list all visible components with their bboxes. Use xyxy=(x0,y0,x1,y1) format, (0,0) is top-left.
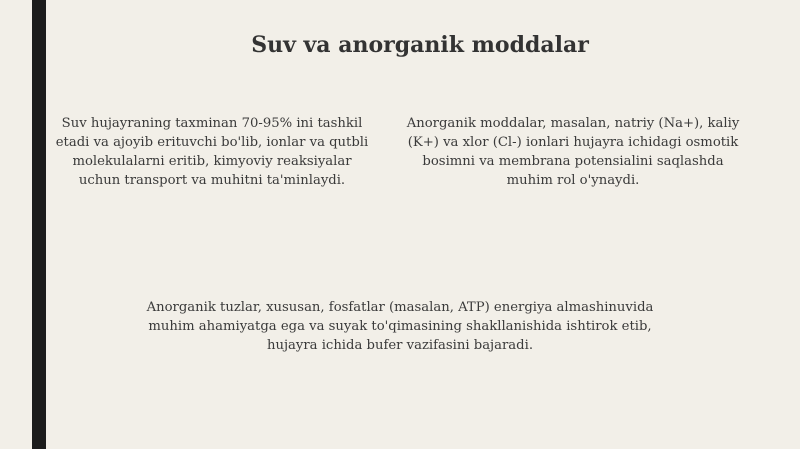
slide-title: Suv va anorganik moddalar xyxy=(251,32,589,58)
accent-bar xyxy=(32,0,46,449)
paragraph-inorganic-salts: Anorganik tuzlar, xususan, fosfatlar (masalan, ATP) energiya almashinuvida muhim ahamiyatga ega va suyak to'qimasining shakllanishida ishtirok etib, hujayra ichida bufer vazifasini bajaradi. xyxy=(146,300,654,353)
paragraph-inorganic-ions: Anorganik moddalar, masalan, natriy (Na+), kaliy (K+) va xlor (Cl-) ionlari hujayra ichidagi osmotik bosimni va membrana potensialini saqlashda muhim rol o'ynaydi. xyxy=(406,116,740,188)
paragraph-water: Suv hujayraning taxminan 70-95% ini tashkil etadi va ajoyib erituvchi bo'lib, ionlar va qutbli molekulalarni eritib, kimyoviy reaksiyalar uchun transport va muhitni ta'minlaydi. xyxy=(55,116,369,188)
